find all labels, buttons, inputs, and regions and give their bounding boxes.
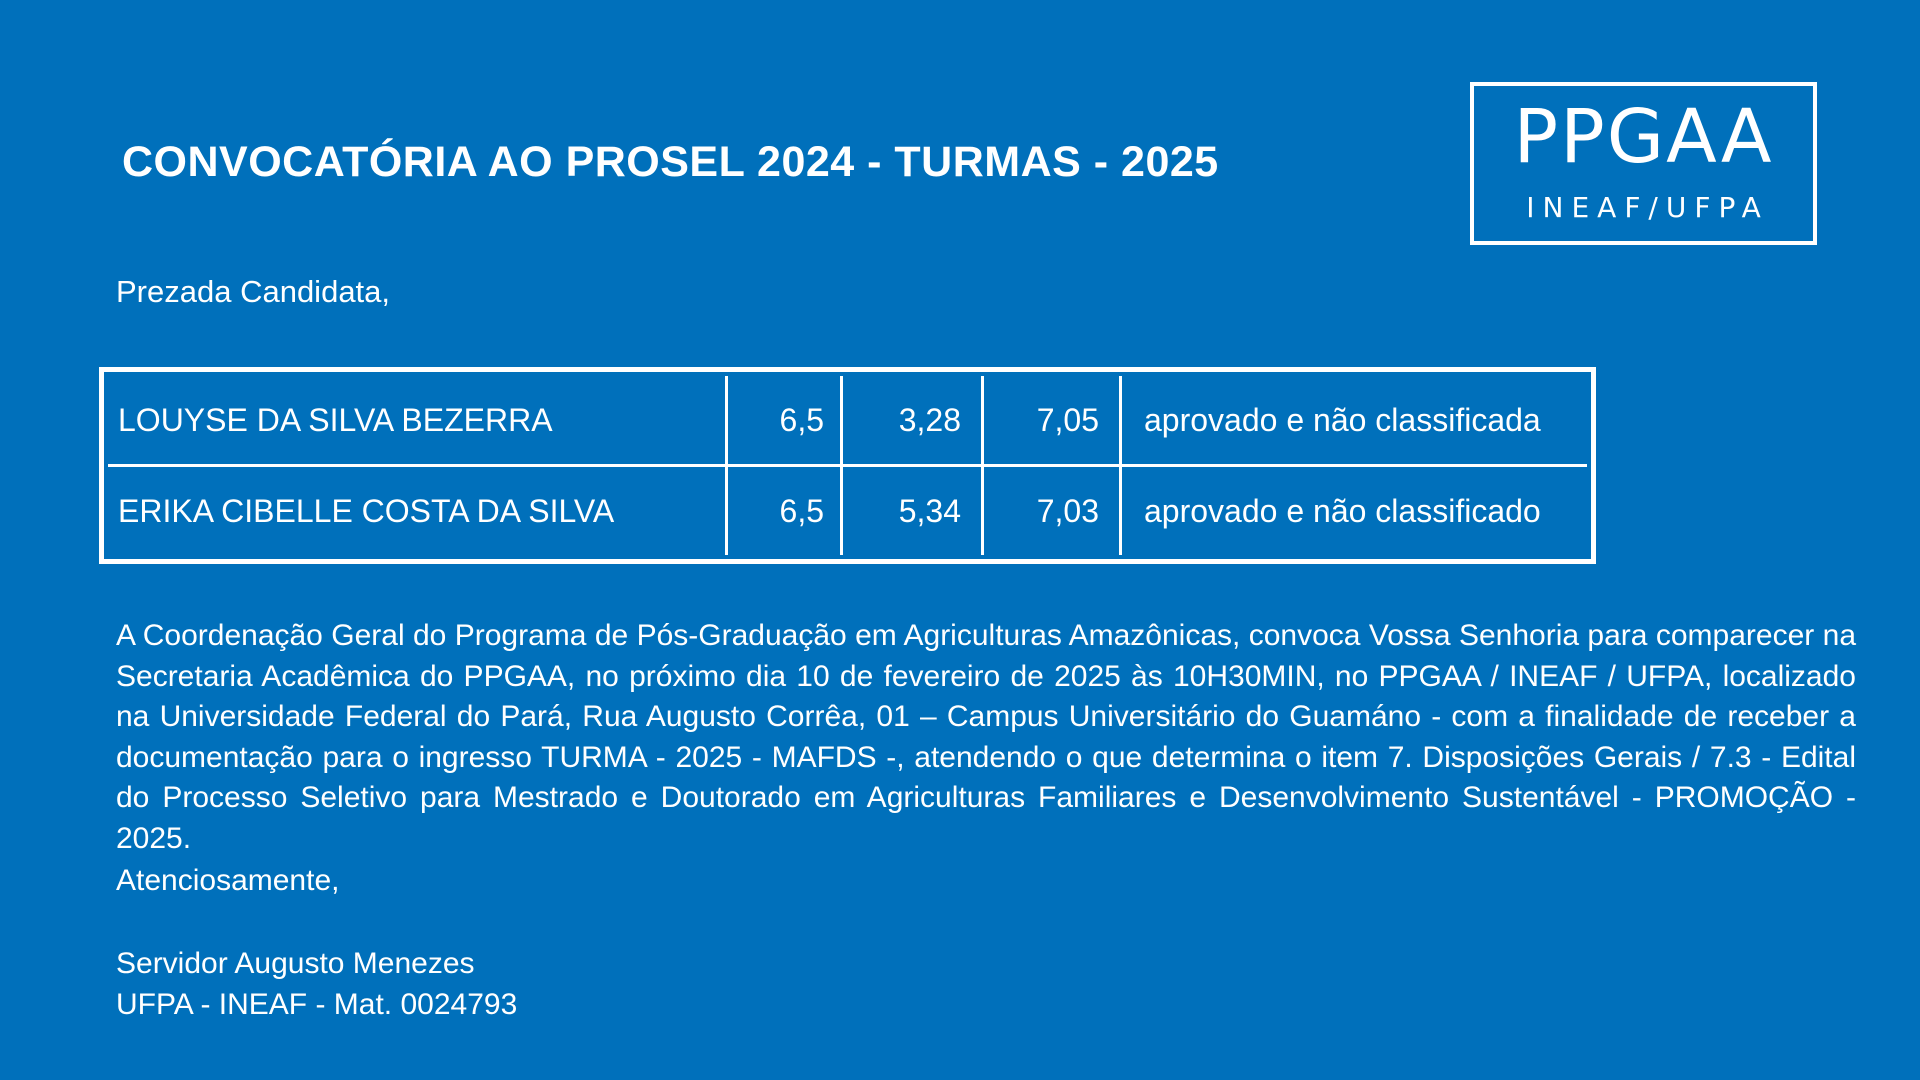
table-row <box>108 466 1587 556</box>
signature-name: Servidor Augusto Menezes <box>116 947 475 980</box>
candidate-score-2: 5,34 <box>842 466 983 556</box>
notice-body: A Coordenação Geral do Programa de Pós-Graduação em Agriculturas Amazônicas, convoca Vossa Senhoria para comparecer na Secretaria Acadêmica do PPGAA, no próximo dia 10 de fevereiro de 2025 às 10H30MIN, no PPGAA / INEAF / UFPA, localizado na Universidade Federal do Pará, Rua Augusto Corrêa, 01 – Campus Universitário do Guamáno - com a finalidade de receber a documentação para o ingresso TURMA - 2025 - MAFDS -, atendendo o que determina o item 7. Disposições Gerais / 7.3 - Edital do Processo Seletivo para Mestrado e Doutorado em Agriculturas Familiares e Desenvolvimento Sustentável - PROMOÇÃO - 2025. <box>116 619 1856 855</box>
candidate-score-1: 6,5 <box>727 466 842 556</box>
candidate-score-3: 7,03 <box>983 466 1121 556</box>
candidate-score-1: 6,5 <box>727 376 842 466</box>
candidate-score-2: 3,28 <box>842 376 983 466</box>
ppgaa-logo <box>1470 82 1817 245</box>
signature-block <box>116 943 517 1025</box>
candidate-status: aprovado e não classificado <box>1121 466 1588 556</box>
candidate-name: LOUYSE DA SILVA BEZERRA <box>108 376 727 466</box>
table-row <box>108 376 1587 466</box>
greeting: Prezada Candidata, <box>116 274 391 309</box>
candidate-name: ERIKA CIBELLE COSTA DA SILVA <box>108 466 727 556</box>
candidate-score-3: 7,05 <box>983 376 1121 466</box>
candidates-table <box>99 367 1596 564</box>
logo-main-text: PPGAA <box>1513 94 1774 180</box>
signature-role: UFPA - INEAF - Mat. 0024793 <box>116 988 518 1021</box>
page-title: CONVOCATÓRIA AO PROSEL 2024 - TURMAS - 2025 <box>122 138 1219 186</box>
candidate-status: aprovado e não classificada <box>1121 376 1588 466</box>
closing-text: Atenciosamente, <box>116 864 340 897</box>
logo-sub-text: INEAF/UFPA <box>1526 191 1769 224</box>
